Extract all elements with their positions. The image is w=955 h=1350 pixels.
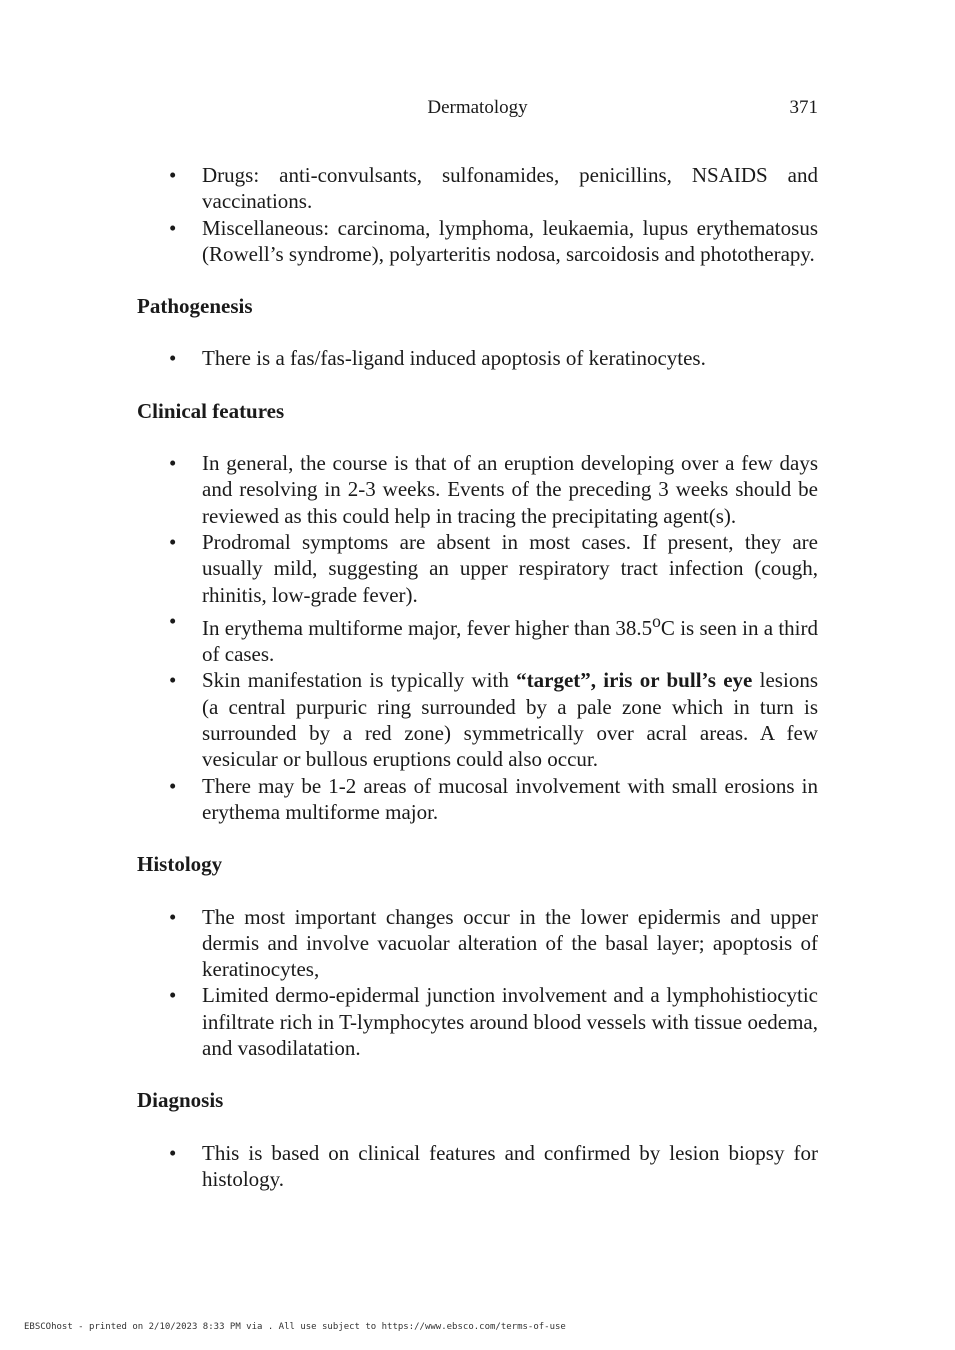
list-item: • Limited dermo-epidermal junction involvement and a lymphohistiocytic infiltrate rich in T-lymphocytes around blood vessels with tissue oedema, and vasodilatation. [137, 982, 818, 1061]
diagnosis-list [137, 1140, 818, 1193]
list-item [137, 608, 818, 668]
histology-list [137, 904, 818, 1062]
causes-list [137, 162, 818, 267]
running-head-title: Dermatology [427, 97, 528, 118]
list-item: • There is a fas/fas-ligand induced apoptosis of keratinocytes. [137, 345, 818, 371]
list-item: • Miscellaneous: carcinoma, lymphoma, leukaemia, lupus erythematosus (Rowell’s syndrome), polyarteritis nodosa, sarcoidosis and phototherapy. [137, 215, 818, 268]
list-item: • The most important changes occur in the lower epidermis and upper dermis and involve vacuolar alteration of the basal layer; apoptosis of keratinocytes, [137, 904, 818, 983]
section-heading-histology: Histology [137, 852, 223, 877]
print-footer: EBSCOhost - printed on 2/10/2023 8:33 PM via . All use subject to https://www.ebsco.com/terms-of-use [24, 1322, 566, 1332]
text-run: C is seen in a third of cases. [202, 615, 818, 667]
list-item: • In general, the course is that of an eruption developing over a few days and resolving in 2-3 weeks. Events of the preceding 3 weeks should be reviewed as this could help in tracing the precipitating agent(s). [137, 450, 818, 529]
list-item: • Drugs: anti-convulsants, sulfonamides, penicillins, NSAIDS and vaccinations. [137, 162, 818, 215]
degree-superscript: o [652, 610, 661, 631]
list-item: • Prodromal symptoms are absent in most cases. If present, they are usually mild, suggesting an upper respiratory tract infection (cough, rhinitis, low-grade fever). [137, 529, 818, 608]
section-heading-clinical-features: Clinical features [137, 398, 285, 423]
page-number: 371 [789, 97, 818, 118]
emphasis-text: “target”, iris or bull’s eye [516, 668, 753, 693]
text-run: In erythema multiforme major, fever higher than 38.5 [202, 615, 653, 640]
clinical-features-list [137, 450, 818, 825]
running-head [137, 97, 818, 121]
section-heading-pathogenesis: Pathogenesis [137, 294, 253, 319]
pathogenesis-list [137, 345, 818, 371]
text-run: Skin manifestation is typically with [202, 668, 517, 693]
page-body [137, 162, 818, 1192]
list-item [137, 667, 818, 772]
text-run: lesions (a central purpuric ring surrounded by a pale zone which in turn is surrounded by a red zone) symmetrically over acral areas. A few vesicular or bullous eruptions could also occur. [202, 668, 818, 772]
list-item: • This is based on clinical features and confirmed by lesion biopsy for histology. [137, 1140, 818, 1193]
list-item: • There may be 1-2 areas of mucosal involvement with small erosions in erythema multiforme major. [137, 773, 818, 826]
section-heading-diagnosis: Diagnosis [137, 1088, 224, 1113]
